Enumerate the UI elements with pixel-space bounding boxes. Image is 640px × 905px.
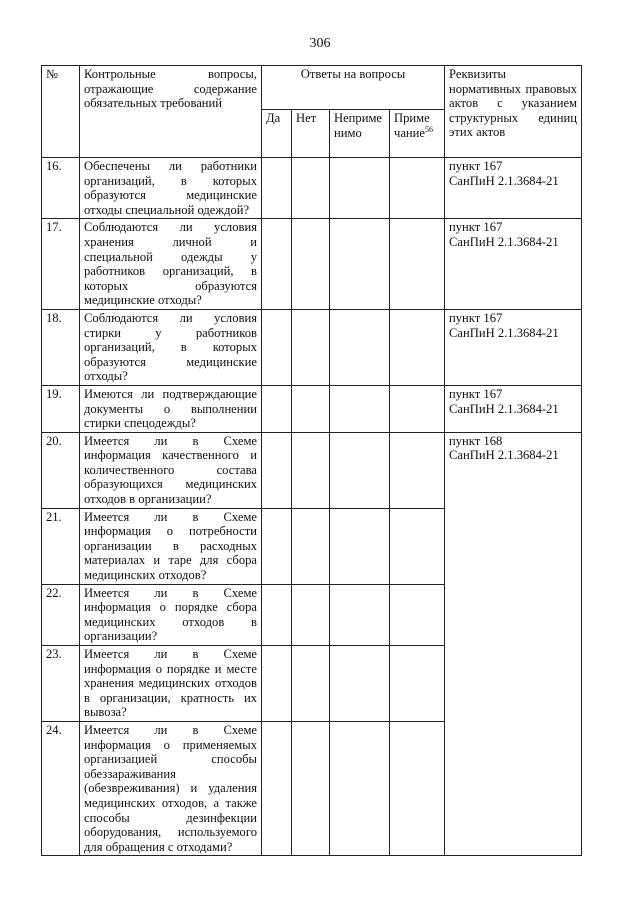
answer-na-cell[interactable] bbox=[330, 584, 390, 645]
answer-note-cell[interactable] bbox=[390, 432, 445, 508]
row-legal-reference bbox=[445, 158, 582, 219]
header-not-applicable: Неприме нимо bbox=[330, 110, 390, 158]
row-number: 17. bbox=[42, 219, 80, 310]
row-number: 22. bbox=[42, 584, 80, 645]
checklist-table bbox=[41, 65, 582, 856]
table-row bbox=[42, 309, 582, 385]
header-note bbox=[390, 110, 445, 158]
answer-note-cell[interactable] bbox=[390, 721, 445, 855]
row-number: 19. bbox=[42, 385, 80, 432]
answer-yes-cell[interactable] bbox=[262, 646, 292, 722]
answer-no-cell[interactable] bbox=[292, 158, 330, 219]
table-row bbox=[42, 385, 582, 432]
answer-na-cell[interactable] bbox=[330, 158, 390, 219]
answer-na-cell[interactable] bbox=[330, 508, 390, 584]
table-row bbox=[42, 158, 582, 219]
legal-act: СанПиН 2.1.3684-21 bbox=[449, 448, 559, 463]
answer-yes-cell[interactable] bbox=[262, 432, 292, 508]
answer-yes-cell[interactable] bbox=[262, 385, 292, 432]
row-question: Обеспечены ли работники организаций, в которых образуются медицинские отходы специальной одеждой? bbox=[80, 158, 262, 219]
header-num: № bbox=[42, 66, 80, 158]
answer-yes-cell[interactable] bbox=[262, 219, 292, 310]
answer-yes-cell[interactable] bbox=[262, 309, 292, 385]
answer-na-cell[interactable] bbox=[330, 721, 390, 855]
header-question: Контрольные вопросы, отражающие содержание обязательных требований bbox=[80, 66, 262, 158]
row-question: Имеется ли в Схеме информация о применяемых организацией способы обеззараживания (обезвреживания) и удаления медицинских отходов, а также способы дезинфекции оборудования, используемого для обращения с отходами? bbox=[80, 721, 262, 855]
answer-na-cell[interactable] bbox=[330, 309, 390, 385]
answer-yes-cell[interactable] bbox=[262, 508, 292, 584]
row-number: 20. bbox=[42, 432, 80, 508]
row-legal-reference bbox=[445, 432, 582, 856]
row-question: Соблюдаются ли условия стирки у работников организаций, в которых образуются медицинские отходы? bbox=[80, 309, 262, 385]
header-legal: Реквизиты нормативных правовых актов с указанием структурных единиц этих актов bbox=[445, 66, 582, 158]
legal-clause: пункт 167 bbox=[449, 386, 503, 401]
answer-no-cell[interactable] bbox=[292, 309, 330, 385]
answer-na-cell[interactable] bbox=[330, 646, 390, 722]
legal-clause: пункт 167 bbox=[449, 310, 503, 325]
row-number: 24. bbox=[42, 721, 80, 855]
row-question: Имеется ли в Схеме информация о потребности организации в расходных материалах и таре для сбора медицинских отходов? bbox=[80, 508, 262, 584]
row-number: 21. bbox=[42, 508, 80, 584]
answer-no-cell[interactable] bbox=[292, 385, 330, 432]
answer-note-cell[interactable] bbox=[390, 219, 445, 310]
page-number: 306 bbox=[309, 36, 331, 51]
legal-act: СанПиН 2.1.3684-21 bbox=[449, 325, 559, 340]
answer-note-cell[interactable] bbox=[390, 646, 445, 722]
table-row bbox=[42, 219, 582, 310]
answer-note-cell[interactable] bbox=[390, 584, 445, 645]
row-number: 23. bbox=[42, 646, 80, 722]
legal-clause: пункт 167 bbox=[449, 220, 503, 235]
row-number: 18. bbox=[42, 309, 80, 385]
row-legal-reference bbox=[445, 309, 582, 385]
answer-yes-cell[interactable] bbox=[262, 721, 292, 855]
answer-no-cell[interactable] bbox=[292, 432, 330, 508]
legal-clause: пункт 167 bbox=[449, 159, 503, 173]
row-question: Имеется ли в Схеме информация о порядке и месте хранения медицинских отходов в организации, кратность их вывоза? bbox=[80, 646, 262, 722]
row-number: 16. bbox=[42, 158, 80, 219]
answer-note-cell[interactable] bbox=[390, 158, 445, 219]
header-no: Нет bbox=[292, 110, 330, 158]
legal-act: СанПиН 2.1.3684-21 bbox=[449, 234, 559, 249]
answer-note-cell[interactable] bbox=[390, 508, 445, 584]
answer-na-cell[interactable] bbox=[330, 385, 390, 432]
answer-na-cell[interactable] bbox=[330, 219, 390, 310]
row-question: Имеется ли в Схеме информация качественного и количественного состава образующихся медицинских отходов в организации? bbox=[80, 432, 262, 508]
row-question: Имеются ли подтверждающие документы о выполнении стирки спецодежды? bbox=[80, 385, 262, 432]
answer-na-cell[interactable] bbox=[330, 432, 390, 508]
row-legal-reference bbox=[445, 385, 582, 432]
answer-no-cell[interactable] bbox=[292, 584, 330, 645]
answer-no-cell[interactable] bbox=[292, 508, 330, 584]
answer-note-cell[interactable] bbox=[390, 309, 445, 385]
header-note-text: Приме чание bbox=[394, 111, 430, 140]
legal-act: СанПиН 2.1.3684-21 bbox=[449, 173, 559, 188]
answer-no-cell[interactable] bbox=[292, 646, 330, 722]
legal-act: СанПиН 2.1.3684-21 bbox=[449, 401, 559, 416]
answer-no-cell[interactable] bbox=[292, 219, 330, 310]
header-note-footnote-ref: 56 bbox=[425, 124, 433, 134]
table-row bbox=[42, 432, 582, 508]
answer-no-cell[interactable] bbox=[292, 721, 330, 855]
row-question: Соблюдаются ли условия хранения личной и специальной одежды у работников организаций, в которых образуются медицинские отходы? bbox=[80, 219, 262, 310]
header-yes: Да bbox=[262, 110, 292, 158]
answer-yes-cell[interactable] bbox=[262, 584, 292, 645]
answer-yes-cell[interactable] bbox=[262, 158, 292, 219]
answer-note-cell[interactable] bbox=[390, 385, 445, 432]
row-question: Имеется ли в Схеме информация о порядке сбора медицинских отходов в организации? bbox=[80, 584, 262, 645]
header-answers: Ответы на вопросы bbox=[262, 66, 445, 110]
row-legal-reference bbox=[445, 219, 582, 310]
legal-clause: пункт 168 bbox=[449, 433, 503, 448]
